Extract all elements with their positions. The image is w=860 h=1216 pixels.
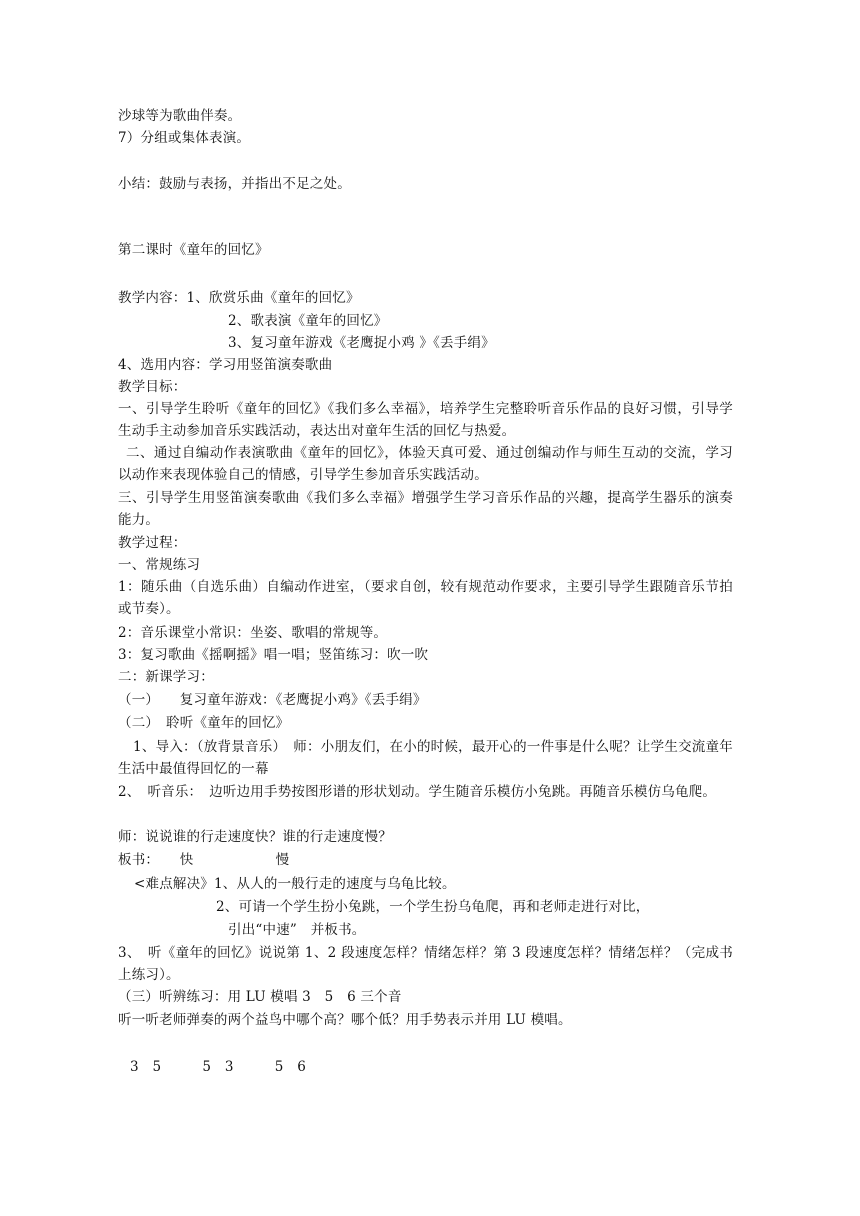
process-paragraph: 3、 听《童年的回忆》说说第 1、2 段速度怎样？情绪怎样？第 3 段速度怎样？情绪怎样？（完成书上练习）。: [118, 945, 733, 983]
content-line: 3、复习童年游戏《老鹰捉小鸡 》《丢手绢》: [228, 335, 495, 351]
summary-line: 小结：鼓励与表扬，并指出不足之处。: [118, 176, 351, 192]
content-line: 2、歌表演《童年的回忆》: [228, 313, 388, 329]
text-line: 2、可请一个学生扮小兔跳，一个学生扮乌龟爬，再和老师走进行对比，: [216, 899, 650, 915]
text-line: 听一听老师弹奏的两个益鸟中哪个高？哪个低？用手势表示并用 LU 模唱。: [118, 1012, 572, 1028]
text-line: 7）分组或集体表演。: [118, 130, 251, 146]
text-line: （一） 复习童年游戏：《老鹰捉小鸡》《丢手绢》: [118, 692, 427, 708]
text-line: 2：音乐课堂小常识：坐姿、歌唱的常规等。: [118, 625, 388, 641]
text-line: 引出“中速” 并板书。: [228, 922, 366, 938]
process-paragraph: 2、 听音乐： 边听边用手势按图形谱的形状划动。学生随音乐模仿小兔跳。再随音乐模仿乌龟爬。: [118, 784, 717, 800]
goal-paragraph: 三、引导学生用竖笛演奏歌曲《我们多么幸福》增强学生学习音乐作品的兴趣，提高学生器乐的演奏能力。: [118, 490, 733, 528]
text-line: 师：说说谁的行走速度快？谁的行走速度慢？: [118, 829, 392, 845]
text-line: 3：复习歌曲《摇啊摇》唱一唱；竖笛练习：吹一吹: [118, 647, 429, 663]
text-line: <难点解决》1、从人的一般行走的速度与乌龟比较。: [134, 876, 456, 892]
goal-paragraph: 二、通过自编动作表演歌曲《童年的回忆》，体验天真可爱、通过创编动作与师生互动的交流，学习以动作来表现体验自己的情感，引导学生参加音乐实践活动。: [118, 445, 733, 483]
content-line: 4、选用内容：学习用竖笛演奏歌曲: [118, 357, 333, 373]
text-line: 一、常规练习: [118, 557, 201, 573]
text-line: 沙球等为歌曲伴奏。: [118, 108, 242, 124]
section-heading: 教学过程：: [118, 535, 187, 551]
text-line: 二：新课学习：: [118, 669, 214, 685]
goal-paragraph: 一、引导学生聆听《童年的回忆》《我们多么幸福》，培养学生完整聆听音乐作品的良好习惯，引导学生动手主动参加音乐实践活动，表达出对童年生活的回忆与热爱。: [118, 401, 733, 439]
process-paragraph: 1：随乐曲（自选乐曲）自编动作进室，（要求自创，较有规范动作要求，主要引导学生跟随音乐节拍或节奏）。: [118, 579, 733, 617]
text-line: （三）听辨练习：用 LU 模唱 3 5 6 三个音: [118, 989, 402, 1005]
text-line: 板书： 快 慢: [118, 852, 290, 868]
process-paragraph: 1、导入：（放背景音乐） 师：小朋友们，在小的时候，最开心的一件事是什么呢？让学生交流童年生活中最值得回忆的一幕: [118, 739, 733, 777]
section-heading: 教学目标：: [118, 379, 187, 395]
lesson-title: 第二课时《童年的回忆》: [118, 242, 269, 258]
content-line: 教学内容：1、欣赏乐曲《童年的回忆》: [118, 290, 360, 306]
notation-line: 3 5 5 3 5 6: [130, 1059, 307, 1075]
text-line: （二） 聆听《童年的回忆》: [118, 715, 290, 731]
